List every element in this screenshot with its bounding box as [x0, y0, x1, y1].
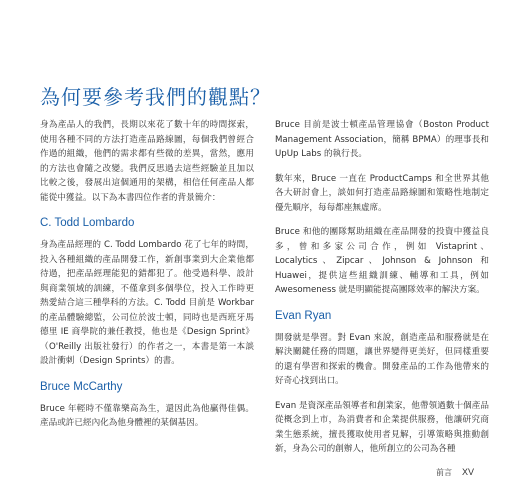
- author-heading-todd: C. Todd Lombardo: [40, 217, 135, 229]
- author-bio-bruce-continued-3: Bruce 和他的團隊幫助組織在產品開發的投資中獲益良多，曾和多家公司合作，例如 Vistaprint、Localytics、Zipcar、Johnson & Johnson 和 Huawei，提供這些組織訓練、輔導和工具，例如 Awesomeness 就是明顯能提高團隊效率的解決方案。: [275, 227, 489, 295]
- author-bio-bruce: Bruce 年輕時不僅靠樂高為生，還因此為他贏得佳偶。產品或許已經內化為他身體裡的某個基因。: [40, 403, 254, 428]
- page-title: 為何要參考我們的觀點？: [40, 85, 271, 109]
- author-bio-evan-1: 開發就是學習。對 Evan 來說，創造產品和服務就是在解決關鍵任務的問題，讓世界變得更美好，但同樣重要的還有學習和探索的機會。開發產品的工作為他帶來的好奇心找到出口。: [275, 332, 489, 386]
- right-column: [275, 118, 489, 467]
- author-bio-evan-2: Evan 是資深產品領導者和創業家，他帶領過數十個產品從概念到上市，為消費者和企業提供服務，他讓研究商業生態系統，擅長獲取使用者見解，引導策略與推動創新，身為公司的創辦人，他所創立的公司為各種: [275, 400, 489, 454]
- author-heading-evan: Evan Ryan: [275, 309, 332, 322]
- footer-section-label: 前言: [436, 468, 452, 477]
- author-bio-todd: 身為產品經理的 C. Todd Lombardo 花了七年的時間，投入各種組織的產品開發工作，新創事業到大企業他都待過，把產品經理能犯的錯都犯了。他受過科學、設計與商業領域的訓練，不僅拿到多個學位，投入工作時更熱愛結合這三種學科的方法。C. Todd 目前是 Workbar 的產品體驗總監，公司位於波士頓，同時也是西班牙馬德里 IE 商學院的兼任教授，他也是《Design Sprint》（O'Reilly 出版社發行）的作者之一，本書是第一本談設計衝刺（Design Sprints）的書。: [40, 240, 254, 366]
- author-heading-bruce: Bruce McCarthy: [40, 380, 123, 393]
- author-bio-bruce-continued-1: Bruce 目前是波士頓產品管理協會（Boston Product Management Association，簡稱 BPMA）的理事長和 UpUp Labs 的執行長。: [275, 120, 489, 159]
- page-footer: [436, 467, 474, 478]
- page-number: XV: [462, 467, 475, 477]
- intro-paragraph: 身為產品人的我們，長期以來花了數十年的時間探索，使用各種不同的方法打造產品路線圖，每個我們曾經合作過的組織，他們的需求都有些微的差異，當然，應用的方法也會隨之改變。我們反思過去這些經驗並且加以比較之後，發展出這個通用的架構，相信任何產品人都能從中獲益。以下為本書四位作者的背景簡介：: [40, 120, 254, 203]
- author-bio-bruce-continued-2: 數年來，Bruce 一直在 ProductCamps 和全世界其他各大研討會上，談如何打造產品路線圖和策略性地制定優先順序，每每都座無虛席。: [275, 173, 489, 213]
- left-column: [40, 118, 254, 441]
